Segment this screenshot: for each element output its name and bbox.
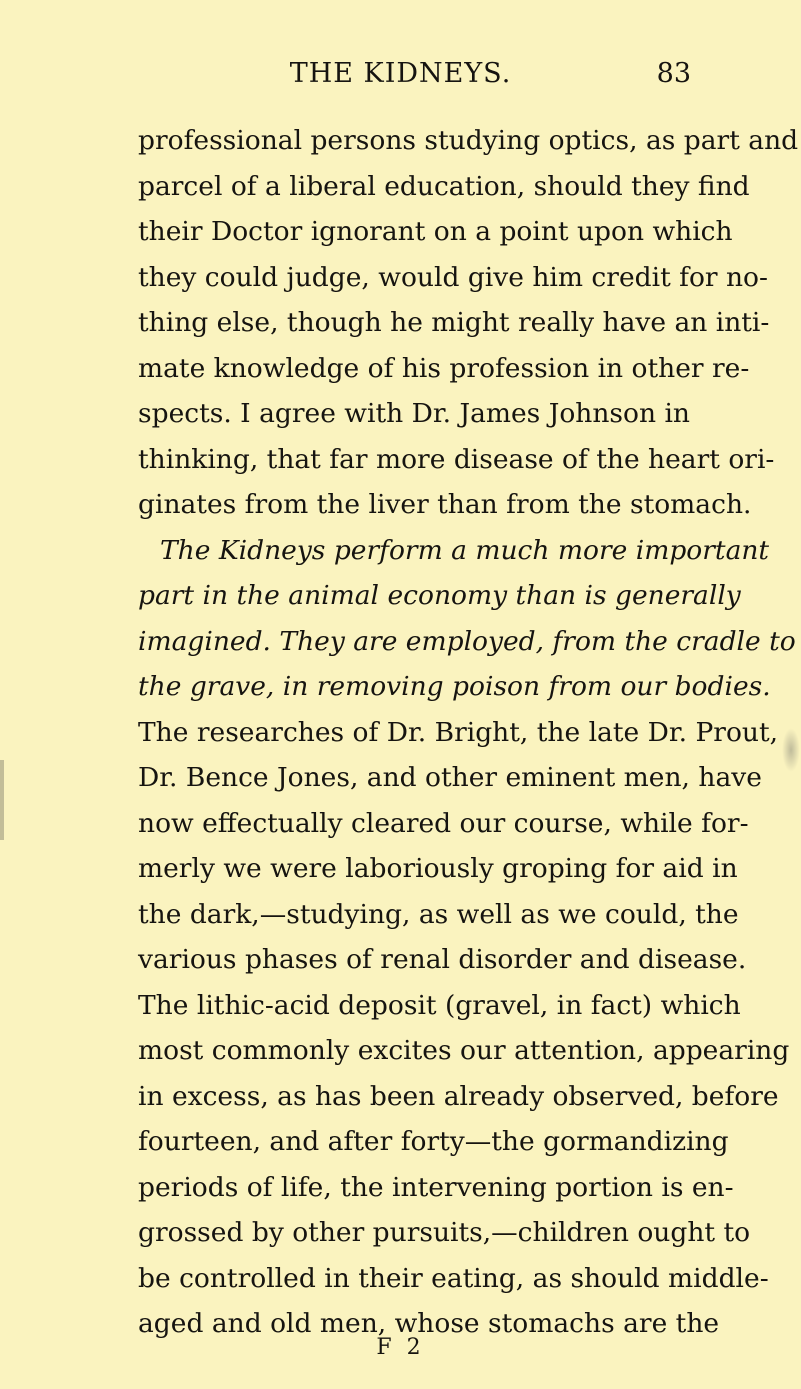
page-header — [0, 52, 801, 92]
text-line: The researches of Dr. Bright, the late Dr. Prout, — [138, 716, 779, 748]
text-line: their Doctor ignorant on a point upon which — [138, 216, 733, 247]
text-line: thing else, though he might really have an inti- — [138, 307, 770, 338]
text-line: various phases of renal disorder and disease. — [138, 944, 747, 975]
body-text — [138, 118, 799, 1347]
text-line: now effectually cleared our course, while for- — [138, 807, 749, 839]
text-line: they could judge, would give him credit for no- — [138, 261, 768, 293]
text-line: periods of life, the intervening portion is en- — [138, 1171, 734, 1203]
margin-shadow — [0, 760, 4, 840]
signature-mark: F 2 — [376, 1335, 425, 1360]
page-number: 83 — [656, 58, 691, 89]
text-line: Dr. Bence Jones, and other eminent men, have — [138, 762, 762, 793]
text-line: The lithic-acid deposit (gravel, in fact) which — [138, 989, 741, 1021]
italic-text-line: imagined. They are employed, from the cradle to — [138, 625, 796, 657]
text-line: grossed by other pursuits,—children ought to — [138, 1217, 751, 1248]
text-line: thinking, that far more disease of the heart ori- — [138, 443, 775, 475]
text-line: mate knowledge of his profession in other re- — [138, 352, 750, 384]
text-line: merly we were laboriously groping for aid in — [138, 853, 738, 884]
text-line: the dark,—studying, as well as we could, the — [138, 898, 739, 930]
text-line: fourteen, and after forty—the gormandizing — [138, 1126, 729, 1157]
text-line: ginates from the liver than from the stomach. — [138, 489, 752, 520]
text-line: spects. I agree with Dr. James Johnson in — [138, 398, 690, 429]
ink-blot — [782, 728, 800, 772]
text-line: be controlled in their eating, as should middle- — [138, 1262, 769, 1294]
running-head: THE KIDNEYS. — [289, 58, 512, 89]
text-line: parcel of a liberal education, should they find — [138, 170, 750, 202]
italic-text-line: part in the animal economy than is generally — [138, 580, 741, 611]
text-line: most commonly excites our attention, appearing — [138, 1035, 790, 1066]
text-line: professional persons studying optics, as part and — [138, 125, 799, 156]
text-line: aged and old men, whose stomachs are the — [138, 1308, 720, 1339]
italic-text-line: The Kidneys perform a much more important — [160, 534, 770, 566]
text-line: in excess, as has been already observed, before — [138, 1080, 779, 1112]
italic-text-line: the grave, in removing poison from our bodies. — [138, 671, 771, 702]
